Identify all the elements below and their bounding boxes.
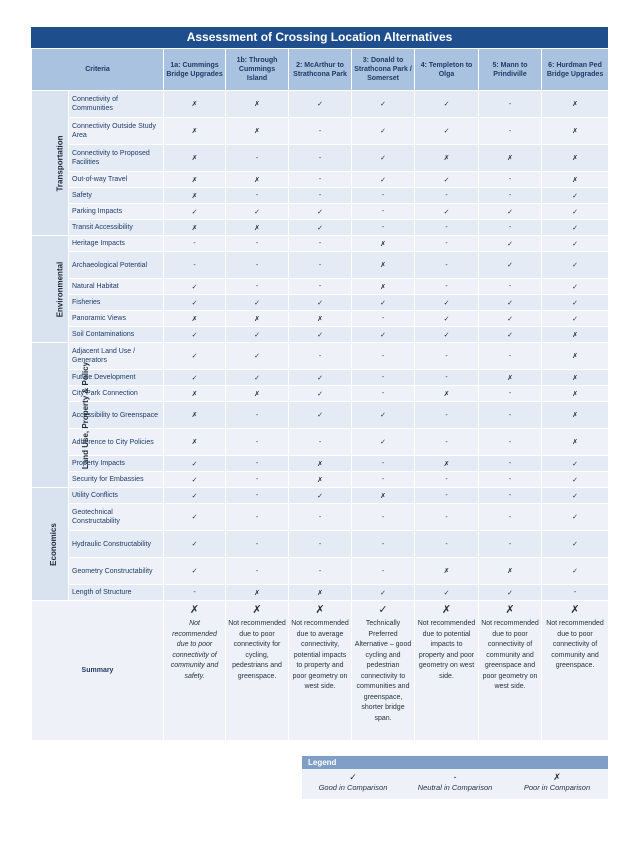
criterion-label: Geotechnical Constructability <box>69 504 164 531</box>
dash-icon: - <box>479 531 542 558</box>
dash-icon: - <box>352 558 415 585</box>
criterion-label: Soil Contaminations <box>69 327 164 343</box>
check-icon: ✓ <box>352 145 415 172</box>
dash-icon: - <box>226 504 289 531</box>
summary-text: Not recommended due to poor connectivity for cycling, pedestrians and greenspace. <box>228 620 286 680</box>
cross-icon: ✗ <box>415 145 479 172</box>
summary-label: Summary <box>32 601 164 741</box>
criterion-label: Security for Embassies <box>69 472 164 488</box>
dash-icon: - <box>352 204 415 220</box>
cross-icon: ✗ <box>189 604 200 616</box>
dash-icon: - <box>479 429 542 456</box>
table-row <box>32 386 609 402</box>
summary-text: Not recommended due to poor connectivity of community and safety. <box>170 620 219 680</box>
dash-icon: - <box>479 472 542 488</box>
dash-icon: - <box>453 772 457 782</box>
cross-icon: ✗ <box>289 472 352 488</box>
cross-icon: ✗ <box>252 604 262 616</box>
dash-icon: - <box>352 386 415 402</box>
check-icon: ✓ <box>164 327 226 343</box>
dash-icon: - <box>289 252 352 279</box>
check-icon: ✓ <box>542 558 609 585</box>
cross-icon: ✗ <box>164 145 226 172</box>
table-body <box>32 91 609 741</box>
dash-icon: - <box>289 145 352 172</box>
criterion-label: Adherence to City Policies <box>69 429 164 456</box>
table-row <box>32 172 609 188</box>
check-icon: ✓ <box>542 504 609 531</box>
check-icon: ✓ <box>415 172 479 188</box>
check-icon: ✓ <box>164 472 226 488</box>
cross-icon: ✗ <box>505 604 515 616</box>
table-row <box>32 91 609 118</box>
cross-icon: ✗ <box>553 772 561 782</box>
criterion-label: Length of Structure <box>69 585 164 601</box>
table-row <box>32 118 609 145</box>
check-icon: ✓ <box>226 370 289 386</box>
summary-text: Technically Preferred Alternative – good cycling and pedestrian connectivity to communities and greenspace, shorter bridge span. <box>354 620 412 722</box>
table-row <box>32 327 609 343</box>
dash-icon: - <box>479 504 542 531</box>
document-title: Assessment of Crossing Location Alternatives <box>31 27 608 48</box>
dash-icon: - <box>164 252 226 279</box>
check-icon: ✓ <box>542 456 609 472</box>
criterion-label: City Park Connection <box>69 386 164 402</box>
criterion-label: Transit Accessibility <box>69 220 164 236</box>
dash-icon: - <box>352 472 415 488</box>
alternative-header: 4: Templeton to Olga <box>415 49 479 91</box>
legend-item <box>302 769 404 799</box>
table-row <box>32 204 609 220</box>
dash-icon: - <box>226 488 289 504</box>
check-icon: ✓ <box>479 327 542 343</box>
dash-icon: - <box>479 188 542 204</box>
legend <box>302 756 608 799</box>
summary-row <box>32 601 609 741</box>
cross-icon: ✗ <box>352 252 415 279</box>
check-icon: ✓ <box>542 295 609 311</box>
legend-label: Neutral in Comparison <box>417 783 493 792</box>
criterion-label: Adjacent Land Use / Generators <box>69 343 164 370</box>
check-icon: ✓ <box>352 585 415 601</box>
dash-icon: - <box>479 220 542 236</box>
cross-icon: ✗ <box>542 145 609 172</box>
dash-icon: - <box>289 188 352 204</box>
dash-icon: - <box>289 118 352 145</box>
dash-icon: - <box>415 220 479 236</box>
assessment-table <box>31 48 609 741</box>
dash-icon: - <box>289 343 352 370</box>
cross-icon: ✗ <box>415 386 479 402</box>
check-icon: ✓ <box>542 188 609 204</box>
criterion-label: Future Development <box>69 370 164 386</box>
cross-icon: ✗ <box>542 118 609 145</box>
summary-text: Not recommended due to potential impacts to property and poor geometry on west side. <box>417 620 476 680</box>
table-row <box>32 343 609 370</box>
table-row <box>32 402 609 429</box>
cross-icon: ✗ <box>542 402 609 429</box>
dash-icon: - <box>415 370 479 386</box>
dash-icon: - <box>226 558 289 585</box>
table-row <box>32 531 609 558</box>
check-icon: ✓ <box>415 204 479 220</box>
legend-title: Legend <box>302 756 608 769</box>
dash-icon: - <box>289 558 352 585</box>
check-icon: ✓ <box>289 204 352 220</box>
check-icon: ✓ <box>289 220 352 236</box>
cross-icon: ✗ <box>570 604 580 616</box>
check-icon: ✓ <box>352 429 415 456</box>
category-label: Environmental <box>55 261 65 317</box>
criteria-header: Criteria <box>32 49 164 91</box>
category-cell <box>32 236 69 343</box>
dash-icon: - <box>415 343 479 370</box>
dash-icon: - <box>226 456 289 472</box>
check-icon: ✓ <box>542 236 609 252</box>
table-row <box>32 252 609 279</box>
check-icon: ✓ <box>164 279 226 295</box>
cross-icon: ✗ <box>352 236 415 252</box>
dash-icon: - <box>226 145 289 172</box>
cross-icon: ✗ <box>542 386 609 402</box>
criterion-label: Archaeological Potential <box>69 252 164 279</box>
dash-icon: - <box>352 531 415 558</box>
check-icon: ✓ <box>542 220 609 236</box>
criterion-label: Hydraulic Constructability <box>69 531 164 558</box>
legend-items <box>302 769 608 799</box>
check-icon: ✓ <box>542 531 609 558</box>
check-icon: ✓ <box>164 295 226 311</box>
dash-icon: - <box>352 456 415 472</box>
dash-icon: - <box>164 236 226 252</box>
cross-icon: ✗ <box>226 172 289 188</box>
table-row <box>32 370 609 386</box>
check-icon: ✓ <box>289 327 352 343</box>
dash-icon: - <box>479 343 542 370</box>
assessment-document <box>31 27 608 741</box>
check-icon: ✓ <box>479 585 542 601</box>
alternative-header: 3: Donald to Strathcona Park / Somerset <box>352 49 415 91</box>
table-row <box>32 472 609 488</box>
legend-label: Poor in Comparison <box>523 783 591 792</box>
check-icon: ✓ <box>479 236 542 252</box>
criterion-label: Out-of-way Travel <box>69 172 164 188</box>
dash-icon: - <box>479 402 542 429</box>
dash-icon: - <box>352 343 415 370</box>
dash-icon: - <box>164 585 226 601</box>
cross-icon: ✗ <box>289 585 352 601</box>
check-icon: ✓ <box>164 343 226 370</box>
dash-icon: - <box>479 91 542 118</box>
check-icon: ✓ <box>164 504 226 531</box>
cross-icon: ✗ <box>226 585 289 601</box>
criterion-label: Heritage Impacts <box>69 236 164 252</box>
summary-text: Not recommended due to average connectivity, potential impacts to property and poor geometry on west side. <box>291 620 349 690</box>
dash-icon: - <box>415 279 479 295</box>
table-row <box>32 558 609 585</box>
criterion-label: Connectivity of Communities <box>69 91 164 118</box>
check-icon: ✓ <box>479 295 542 311</box>
cross-icon: ✗ <box>479 558 542 585</box>
check-icon: ✓ <box>415 327 479 343</box>
criterion-label: Safety <box>69 188 164 204</box>
dash-icon: - <box>226 472 289 488</box>
dash-icon: - <box>479 172 542 188</box>
dash-icon: - <box>289 429 352 456</box>
dash-icon: - <box>415 488 479 504</box>
cross-icon: ✗ <box>441 604 452 616</box>
criterion-label: Connectivity to Proposed Facilities <box>69 145 164 172</box>
check-icon: ✓ <box>289 386 352 402</box>
check-icon: ✓ <box>415 91 479 118</box>
summary-text: Not recommended due to poor connectivity of community and greenspace and poor geometry on west side. <box>481 620 539 690</box>
criterion-label: Property Impacts <box>69 456 164 472</box>
dash-icon: - <box>415 531 479 558</box>
alternative-header: 1a: Cummings Bridge Upgrades <box>164 49 226 91</box>
summary-cell <box>352 601 415 741</box>
cross-icon: ✗ <box>226 91 289 118</box>
alternative-header: 2: McArthur to Strathcona Park <box>289 49 352 91</box>
criterion-label: Accessibility to Greenspace <box>69 402 164 429</box>
table-row <box>32 188 609 204</box>
check-icon: ✓ <box>164 204 226 220</box>
check-icon: ✓ <box>352 402 415 429</box>
check-icon: ✓ <box>226 295 289 311</box>
legend-item <box>506 769 608 799</box>
criterion-label: Natural Habitat <box>69 279 164 295</box>
dash-icon: - <box>415 402 479 429</box>
check-icon: ✓ <box>289 402 352 429</box>
table-row <box>32 295 609 311</box>
table-row <box>32 236 609 252</box>
dash-icon: - <box>289 531 352 558</box>
legend-label: Good in Comparison <box>318 783 388 792</box>
cross-icon: ✗ <box>164 91 226 118</box>
cross-icon: ✗ <box>352 488 415 504</box>
dash-icon: - <box>289 504 352 531</box>
check-icon: ✓ <box>378 604 388 616</box>
dash-icon: - <box>415 504 479 531</box>
dash-icon: - <box>542 585 609 601</box>
check-icon: ✓ <box>352 295 415 311</box>
check-icon: ✓ <box>164 531 226 558</box>
dash-icon: - <box>352 311 415 327</box>
cross-icon: ✗ <box>164 402 226 429</box>
dash-icon: - <box>226 252 289 279</box>
cross-icon: ✗ <box>226 118 289 145</box>
alternative-header: 1b: Through Cummings Island <box>226 49 289 91</box>
dash-icon: - <box>479 118 542 145</box>
cross-icon: ✗ <box>542 429 609 456</box>
check-icon: ✓ <box>289 370 352 386</box>
category-cell <box>32 91 69 236</box>
summary-cell <box>415 601 479 741</box>
cross-icon: ✗ <box>542 91 609 118</box>
summary-cell <box>226 601 289 741</box>
check-icon: ✓ <box>349 772 357 782</box>
dash-icon: - <box>415 236 479 252</box>
cross-icon: ✗ <box>164 386 226 402</box>
dash-icon: - <box>352 370 415 386</box>
cross-icon: ✗ <box>164 118 226 145</box>
dash-icon: - <box>289 279 352 295</box>
summary-cell <box>164 601 226 741</box>
check-icon: ✓ <box>415 311 479 327</box>
category-label: Transportation <box>55 134 65 192</box>
category-label: Economics <box>48 522 58 566</box>
summary-cell <box>289 601 352 741</box>
dash-icon: - <box>415 188 479 204</box>
check-icon: ✓ <box>542 204 609 220</box>
legend-item <box>404 769 506 799</box>
table-row <box>32 311 609 327</box>
table-row <box>32 429 609 456</box>
check-icon: ✓ <box>352 327 415 343</box>
criterion-label: Panoramic Views <box>69 311 164 327</box>
check-icon: ✓ <box>479 252 542 279</box>
table-row <box>32 220 609 236</box>
alternative-header: 5: Mann to Prindiville <box>479 49 542 91</box>
category-label: Land Use, Property & Policy <box>81 361 91 469</box>
check-icon: ✓ <box>289 488 352 504</box>
check-icon: ✓ <box>352 172 415 188</box>
cross-icon: ✗ <box>164 188 226 204</box>
check-icon: ✓ <box>164 370 226 386</box>
check-icon: ✓ <box>542 488 609 504</box>
dash-icon: - <box>226 429 289 456</box>
table-row <box>32 456 609 472</box>
dash-icon: - <box>415 472 479 488</box>
dash-icon: - <box>352 504 415 531</box>
cross-icon: ✗ <box>226 311 289 327</box>
check-icon: ✓ <box>415 118 479 145</box>
check-icon: ✓ <box>352 91 415 118</box>
category-cell <box>32 343 91 488</box>
table-row <box>32 488 609 504</box>
dash-icon: - <box>289 172 352 188</box>
table-row <box>32 585 609 601</box>
criterion-label: Connectivity Outside Study Area <box>69 118 164 145</box>
dash-icon: - <box>226 188 289 204</box>
check-icon: ✓ <box>289 91 352 118</box>
cross-icon: ✗ <box>542 370 609 386</box>
cross-icon: ✗ <box>226 386 289 402</box>
check-icon: ✓ <box>164 558 226 585</box>
dash-icon: - <box>352 188 415 204</box>
table-row <box>32 504 609 531</box>
criterion-label: Fisheries <box>69 295 164 311</box>
cross-icon: ✗ <box>226 220 289 236</box>
cross-icon: ✗ <box>415 558 479 585</box>
check-icon: ✓ <box>542 472 609 488</box>
category-cell <box>32 488 69 601</box>
cross-icon: ✗ <box>415 456 479 472</box>
dash-icon: - <box>226 531 289 558</box>
table-row <box>32 145 609 172</box>
cross-icon: ✗ <box>164 220 226 236</box>
check-icon: ✓ <box>415 585 479 601</box>
check-icon: ✓ <box>226 327 289 343</box>
cross-icon: ✗ <box>542 172 609 188</box>
check-icon: ✓ <box>352 118 415 145</box>
check-icon: ✓ <box>164 488 226 504</box>
cross-icon: ✗ <box>542 327 609 343</box>
dash-icon: - <box>479 456 542 472</box>
cross-icon: ✗ <box>164 172 226 188</box>
summary-cell <box>479 601 542 741</box>
summary-text: Not recommended due to poor connectivity of community and greenspace. <box>546 620 604 669</box>
cross-icon: ✗ <box>164 311 226 327</box>
dash-icon: - <box>226 402 289 429</box>
check-icon: ✓ <box>289 295 352 311</box>
cross-icon: ✗ <box>289 311 352 327</box>
header-row <box>32 49 609 91</box>
cross-icon: ✗ <box>479 370 542 386</box>
cross-icon: ✗ <box>542 343 609 370</box>
check-icon: ✓ <box>226 204 289 220</box>
dash-icon: - <box>352 220 415 236</box>
check-icon: ✓ <box>479 204 542 220</box>
check-icon: ✓ <box>542 279 609 295</box>
criterion-label: Geometry Constructability <box>69 558 164 585</box>
check-icon: ✓ <box>479 311 542 327</box>
dash-icon: - <box>289 236 352 252</box>
cross-icon: ✗ <box>164 429 226 456</box>
dash-icon: - <box>415 252 479 279</box>
dash-icon: - <box>479 488 542 504</box>
summary-cell <box>542 601 609 741</box>
check-icon: ✓ <box>542 311 609 327</box>
check-icon: ✓ <box>415 295 479 311</box>
dash-icon: - <box>415 429 479 456</box>
criterion-label: Parking Impacts <box>69 204 164 220</box>
alternative-header: 6: Hurdman Ped Bridge Upgrades <box>542 49 609 91</box>
dash-icon: - <box>226 279 289 295</box>
criterion-label: Utility Conflicts <box>69 488 164 504</box>
check-icon: ✓ <box>226 343 289 370</box>
check-icon: ✓ <box>164 456 226 472</box>
dash-icon: - <box>226 236 289 252</box>
dash-icon: - <box>479 386 542 402</box>
cross-icon: ✗ <box>352 279 415 295</box>
cross-icon: ✗ <box>479 145 542 172</box>
cross-icon: ✗ <box>315 604 325 616</box>
check-icon: ✓ <box>542 252 609 279</box>
cross-icon: ✗ <box>289 456 352 472</box>
table-row <box>32 279 609 295</box>
dash-icon: - <box>479 279 542 295</box>
